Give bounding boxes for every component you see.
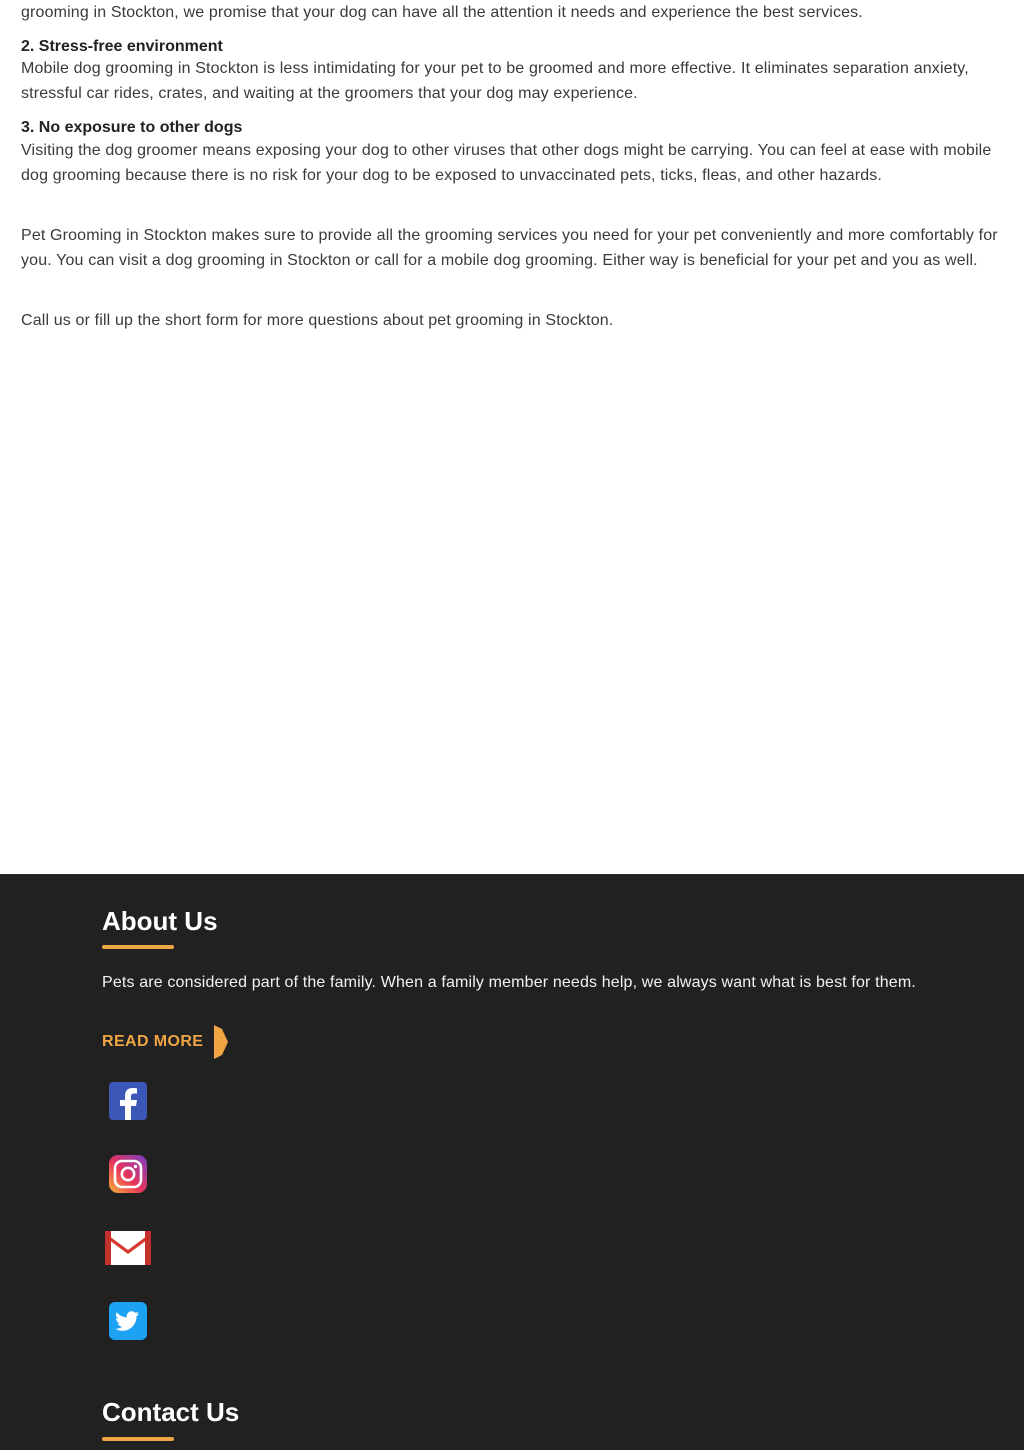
contact-us-title: Contact Us — [102, 1397, 240, 1427]
instagram-icon — [102, 1153, 152, 1195]
about-us-title: About Us — [102, 906, 218, 936]
gmail-icon — [102, 1227, 152, 1269]
about-us-underline — [102, 945, 174, 949]
section-heading-no-exposure: 3. No exposure to other dogs — [21, 119, 243, 136]
twitter-icon — [102, 1300, 152, 1342]
article-paragraph-cta: Call us or fill up the short form for more questions about pet grooming in Stockton. — [21, 312, 614, 329]
article-paragraph-intro: grooming in Stockton, we promise that your dog can have all the attention it needs and experience the best services. — [21, 4, 863, 21]
read-more-label: READ MORE — [102, 1033, 204, 1050]
gmail-link[interactable] — [102, 1227, 152, 1269]
section-heading-stress-free: 2. Stress-free environment — [21, 38, 223, 55]
facebook-link[interactable] — [102, 1080, 152, 1122]
section-body-stress-free: Mobile dog grooming in Stockton is less intimidating for your pet to be groomed and more effective. It eliminates separation anxiety, stressful car rides, crates, and waiting at the groomers that your dog may experience. — [21, 60, 969, 102]
instagram-link[interactable] — [102, 1153, 152, 1195]
arrow-right-icon — [214, 1025, 228, 1059]
article-paragraph-closing: Pet Grooming in Stockton makes sure to provide all the grooming services you need for your pet conveniently and more comfortably for you. You can visit a dog grooming in Stockton or call for a mobile dog grooming. Either way is beneficial for your pet and you as well. — [21, 227, 998, 269]
twitter-link[interactable] — [102, 1300, 152, 1342]
about-us-text: Pets are considered part of the family. When a family member needs help, we always want what is best for them. — [102, 974, 916, 991]
contact-us-underline — [102, 1437, 174, 1441]
site-footer — [0, 874, 1024, 1450]
section-body-no-exposure: Visiting the dog groomer means exposing your dog to other viruses that other dogs might be carrying. You can feel at ease with mobile dog grooming because there is no risk for your dog to be exposed to unvaccinated pets, ticks, fleas, and other hazards. — [21, 142, 992, 184]
facebook-icon — [102, 1080, 152, 1122]
read-more-link[interactable] — [102, 1025, 228, 1059]
